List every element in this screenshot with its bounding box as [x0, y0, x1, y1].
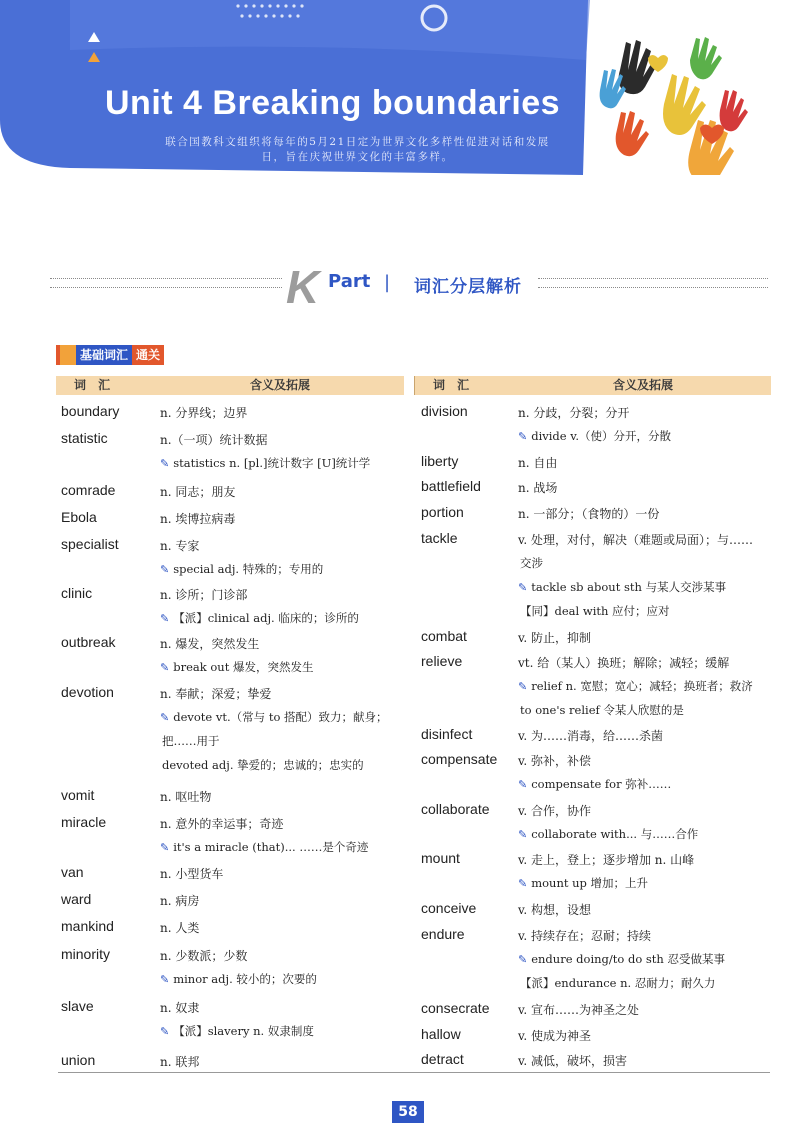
vocab-extension [518, 579, 726, 595]
vocab-extension-text: endure doing/to do sth 忍受做某事 [531, 952, 725, 966]
vocab-meaning: n. 少数派；少数 [160, 949, 248, 963]
vocab-meaning: n. 奴隶 [160, 1001, 200, 1015]
vocab-extension-text: 把……用于 [162, 734, 220, 748]
vocab-word: consecrate [421, 1000, 490, 1016]
vocab-word: Ebola [61, 509, 97, 525]
vocab-meaning: n. 专家 [160, 539, 200, 553]
pen-icon: ✎ [160, 563, 170, 576]
vocab-meaning: n. 分界线；边界 [160, 406, 248, 420]
book-icon [56, 345, 76, 365]
vocab-meaning: n.（一项）统计数据 [160, 433, 268, 447]
vocab-word: hallow [421, 1026, 461, 1042]
vocab-meaning: n. 呕吐物 [160, 790, 212, 804]
vocab-extension [518, 555, 543, 571]
vocab-extension-text: 【同】deal with 应付；应对 [520, 604, 670, 618]
vocab-extension [160, 610, 359, 626]
vocab-meaning: vt. 给（某人）换班；解除；减轻；缓解 [518, 656, 730, 670]
vocab-word: tackle [421, 530, 458, 546]
vocab-word: clinic [61, 585, 93, 601]
vocab-word: outbreak [61, 634, 116, 650]
pen-icon: ✎ [160, 1025, 170, 1038]
vocab-meaning: v. 防止，抑制 [518, 631, 591, 645]
dotted-rule-right [538, 278, 768, 288]
vocab-meaning: v. 合作，协作 [518, 804, 591, 818]
vocab-meaning: v. 处理，对付，解决（难题或局面）；与…… [518, 533, 753, 547]
vocab-meaning: n. 小型货车 [160, 867, 224, 881]
vocab-meaning: v. 构想，设想 [518, 903, 591, 917]
vocab-extension [518, 776, 671, 792]
pen-icon: ✎ [160, 612, 170, 625]
pen-icon: ✎ [160, 457, 170, 470]
vocab-word: liberty [421, 453, 459, 469]
vocab-extension [518, 428, 671, 444]
vocab-word: combat [421, 628, 467, 644]
vocab-extension [160, 971, 317, 987]
vocab-extension-text: relief n. 宽慰；宽心；减轻；换班者；救济 [531, 679, 753, 693]
unit-subtitle: 联合国教科文组织将每年的5月21日定为世界文化多样性促进对话和发展日，旨在庆祝世界文化的丰富多样。 [165, 136, 550, 163]
pen-icon: ✎ [160, 973, 170, 986]
vocab-extension [518, 826, 698, 842]
vocab-meaning: n. 同志；朋友 [160, 485, 236, 499]
pen-icon: ✎ [518, 877, 528, 890]
header-meaning: 含义及拓展 [249, 378, 310, 392]
dotted-rule-left [50, 278, 282, 288]
vocab-word: relieve [421, 653, 463, 669]
vocab-word: compensate [421, 751, 498, 767]
vocab-word: union [61, 1052, 96, 1068]
vocab-meaning: n. 联邦 [160, 1055, 200, 1069]
vocab-extension [518, 951, 725, 967]
vocab-word: portion [421, 504, 464, 520]
vocab-word: vomit [61, 787, 95, 803]
table-header [414, 376, 771, 395]
vocab-meaning: n. 一部分；（食物的）一份 [518, 507, 660, 521]
vocab-extension-text: devote vt.（常与 to 搭配）致力；献身； [173, 710, 388, 724]
vocab-meaning: v. 为……消毒，给……杀菌 [518, 729, 663, 743]
vocab-word: slave [61, 998, 94, 1014]
vocab-word: devotion [61, 684, 114, 700]
vocab-word: conceive [421, 900, 477, 916]
vocab-extension-text: collaborate with... 与……合作 [531, 827, 699, 841]
vocab-meaning: v. 持续存在；忍耐；持续 [518, 929, 651, 943]
vocab-word: mankind [61, 918, 114, 934]
vocab-extension-text: 交涉 [520, 556, 543, 570]
vocab-extension-text: 【派】endurance n. 忍耐力；耐久力 [520, 976, 716, 990]
header-word: 词 汇 [74, 378, 115, 392]
vocab-extension-text: 【派】slavery n. 奴隶制度 [173, 1024, 314, 1038]
vocab-meaning: n. 自由 [518, 456, 558, 470]
pen-icon: ✎ [518, 581, 528, 594]
pen-icon: ✎ [518, 953, 528, 966]
vocab-word: boundary [61, 403, 120, 419]
vocab-extension-text: it's a miracle (that)... ……是个奇迹 [173, 840, 369, 854]
vocab-extension [518, 702, 684, 718]
vocab-extension [160, 659, 313, 675]
vocab-word: minority [61, 946, 111, 962]
vocab-meaning: n. 病房 [160, 894, 200, 908]
vocab-word: endure [421, 926, 465, 942]
vocab-extension-text: statistics n. [pl.]统计数字 [U]统计学 [173, 456, 371, 470]
vocab-extension-text: divide v.（使）分开，分散 [531, 429, 672, 443]
vocab-extension-text: 【派】clinical adj. 临床的；诊所的 [173, 611, 359, 625]
header-word: 词 汇 [433, 378, 474, 392]
vocab-extension-text: break out 爆发，突然发生 [173, 660, 314, 674]
part-heading [50, 261, 768, 313]
vocab-extension [160, 1023, 314, 1039]
vocab-word: ward [61, 891, 92, 907]
vocab-word: miracle [61, 814, 107, 830]
pen-icon: ✎ [160, 661, 170, 674]
vocab-extension [518, 603, 670, 619]
vocab-extension [160, 455, 370, 471]
vocab-extension-text: minor adj. 较小的；次要的 [173, 972, 317, 986]
vocab-meaning: n. 埃博拉病毒 [160, 512, 236, 526]
pen-icon: ✎ [160, 711, 170, 724]
vocab-extension-text: tackle sb about sth 与某人交涉某事 [531, 580, 727, 594]
vocab-extension-text: special adj. 特殊的；专用的 [173, 562, 324, 576]
section-label: 基础词汇 [76, 345, 132, 365]
vocab-meaning: v. 弥补，补偿 [518, 754, 591, 768]
vocab-meaning: n. 人类 [160, 921, 200, 935]
vocab-meaning: v. 宣布……为神圣之处 [518, 1003, 639, 1017]
vocab-meaning: v. 走上，登上；逐步增加 n. 山峰 [518, 853, 695, 867]
page-number: 58 [392, 1101, 424, 1123]
pen-icon: ✎ [518, 680, 528, 693]
vocab-extension [160, 839, 368, 855]
section-tag [56, 345, 164, 365]
vocab-extension [160, 709, 388, 725]
vocab-extension [160, 757, 364, 773]
vocab-word: specialist [61, 536, 119, 552]
pen-icon: ✎ [160, 841, 170, 854]
vocab-meaning: n. 诊所；门诊部 [160, 588, 248, 602]
part-letter: K [286, 261, 320, 313]
unit-banner [0, 0, 800, 175]
vocab-extension-text: mount up 增加；上升 [531, 876, 649, 890]
pen-icon: ✎ [518, 430, 528, 443]
part-title: 词汇分层解析 [414, 277, 522, 297]
vocab-word: van [61, 864, 84, 880]
pen-icon: ✎ [518, 828, 528, 841]
vocab-extension [518, 875, 648, 891]
vocab-extension [518, 678, 753, 694]
vocab-word: detract [421, 1051, 464, 1067]
vocab-word: mount [421, 850, 460, 866]
vocab-meaning: v. 使成为神圣 [518, 1029, 591, 1043]
vocab-meaning: v. 减低，破坏，损害 [518, 1054, 627, 1068]
table-header [56, 376, 404, 395]
vocab-meaning: n. 分歧，分裂；分开 [518, 406, 630, 420]
vocab-meaning: n. 意外的幸运事；奇迹 [160, 817, 284, 831]
vocab-word: division [421, 403, 468, 419]
vocab-word: collaborate [421, 801, 490, 817]
vocab-extension-text: devoted adj. 挚爱的；忠诚的；忠实的 [162, 758, 364, 772]
part-label: Part [328, 271, 371, 292]
vocab-extension [160, 561, 323, 577]
vocab-extension [518, 975, 715, 991]
header-meaning: 含义及拓展 [612, 378, 673, 392]
pen-icon: ✎ [518, 778, 528, 791]
vocab-word: comrade [61, 482, 116, 498]
section-label-highlight: 通关 [132, 345, 164, 365]
unit-title: Unit 4 Breaking boundaries [105, 84, 561, 122]
vocab-meaning: n. 爆发，突然发生 [160, 637, 260, 651]
vocab-extension-text: to one's relief 令某人欣慰的是 [520, 703, 684, 717]
handprints-decoration [600, 37, 748, 175]
vocab-extension-text: compensate for 弥补…… [531, 777, 672, 791]
vocab-word: disinfect [421, 726, 473, 742]
vocab-extension [160, 733, 220, 749]
vocab-word: battlefield [421, 478, 481, 494]
vocab-meaning: n. 战场 [518, 481, 558, 495]
vocab-word: statistic [61, 430, 108, 446]
vocab-meaning: n. 奉献；深爱；挚爱 [160, 687, 272, 701]
part-separator: | [384, 272, 391, 293]
bottom-rule [58, 1072, 770, 1073]
